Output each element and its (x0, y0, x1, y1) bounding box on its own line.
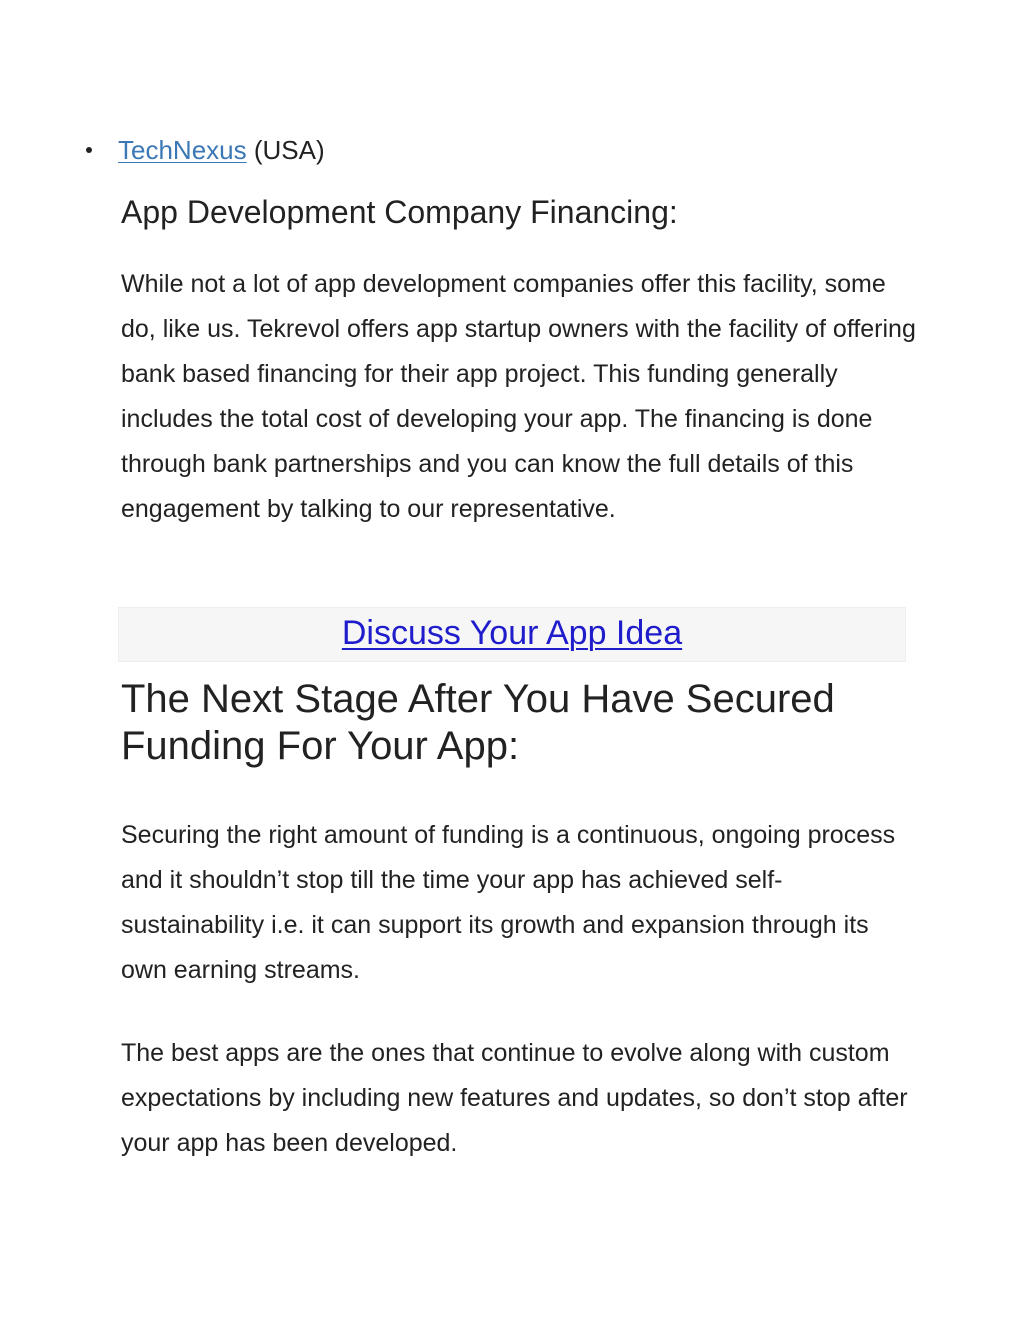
paragraph-securing-funding: Securing the right amount of funding is a continuous, ongoing process and it shouldn’t stop till the time your app has achieved self-sustainability i.e. it can support its growth and expansion through its own earning streams. (121, 821, 896, 984)
section-heading-financing: App Development Company Financing: (121, 194, 678, 230)
technexus-link[interactable]: TechNexus (118, 135, 247, 165)
list-item-technexus (86, 132, 325, 168)
paragraph-financing: While not a lot of app development companies offer this facility, some do, like us. Tekrevol offers app startup owners with the facility of offering bank based financing for their app project. This funding generally includes the total cost of developing your app. The financing is done through bank partnerships and you can know the full details of this engagement by talking to our representative. (121, 270, 916, 523)
discuss-app-idea-link[interactable]: Discuss Your App Idea (341, 614, 683, 652)
cta-banner (118, 607, 906, 662)
list-item-suffix: (USA) (246, 135, 325, 165)
paragraph-best-apps: The best apps are the ones that continue to evolve along with custom expectations by including new features and updates, so don’t stop after your app has been developed. (121, 1039, 908, 1157)
section-heading-next-stage: The Next Stage After You Have Secured Funding For Your App: (121, 677, 835, 768)
bullet-icon (86, 147, 92, 153)
